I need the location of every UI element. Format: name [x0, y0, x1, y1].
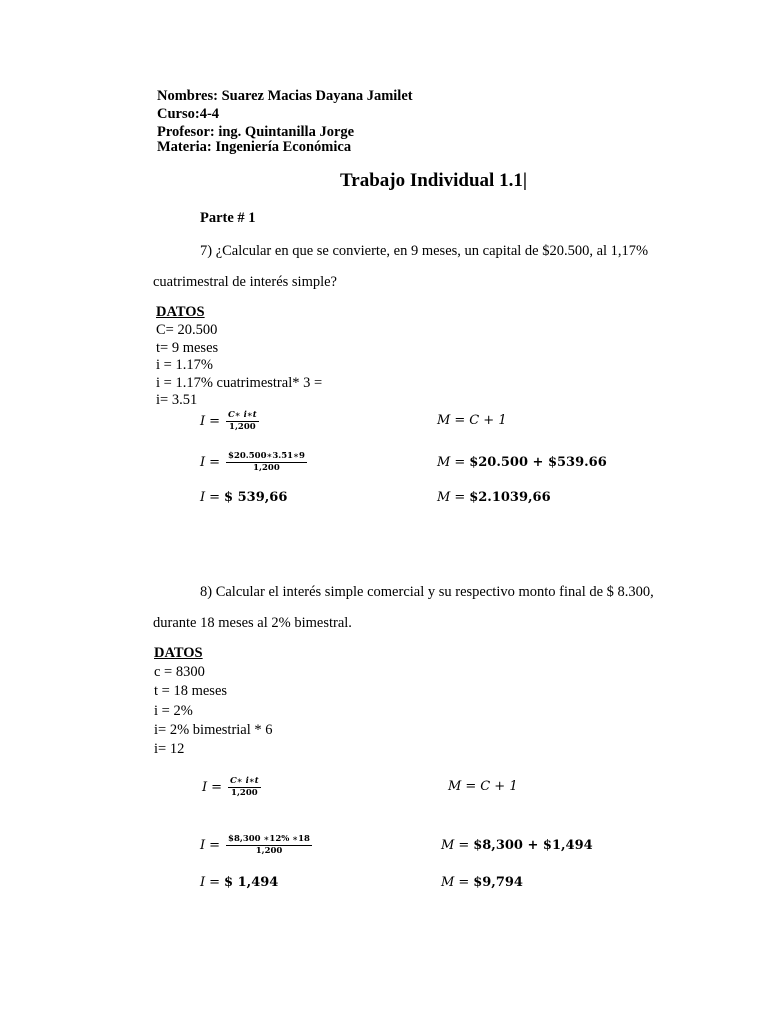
formula-variable: I — [200, 490, 206, 505]
student-name: Nombres: Suarez Macias Dayana Jamilet — [157, 88, 413, 104]
formula-variable: I — [200, 414, 206, 429]
problem-8-monto-result — [441, 875, 523, 890]
course-label: Curso:4-4 — [157, 106, 220, 122]
formula-value: C + 1 — [469, 413, 507, 428]
formula-equals: = — [209, 490, 221, 505]
formula-variable: I — [202, 780, 208, 795]
formula-variable: M — [441, 875, 455, 890]
problem-7-datos-item: t= 9 meses — [156, 340, 219, 356]
problem-7-question-line2: cuatrimestral de interés simple? — [153, 274, 337, 290]
problem-8-datos-item: i= 2% bimestrial * 6 — [154, 722, 273, 738]
formula-value: $8,300 + $1,494 — [473, 838, 593, 853]
professor-label: Profesor: ing. Quintanilla Jorge — [157, 124, 355, 140]
fraction-denominator: 1,200 — [255, 846, 283, 856]
page-title: Trabajo Individual 1.1| — [340, 170, 528, 191]
formula-equals: = — [209, 838, 221, 853]
problem-7-monto-result — [437, 490, 551, 505]
fraction-denominator: 1,200 — [231, 788, 258, 798]
formula-equals: = — [209, 414, 221, 429]
formula-variable: I — [200, 838, 206, 853]
formula-fraction — [226, 451, 307, 474]
problem-8-formula-result — [200, 875, 278, 890]
formula-equals: = — [211, 780, 223, 795]
formula-variable: I — [200, 455, 206, 470]
formula-value: $ 539,66 — [224, 490, 288, 505]
problem-7-datos-item: i = 1.17% — [156, 357, 213, 373]
problem-8-formula-substituted — [200, 834, 312, 857]
formula-equals: = — [458, 838, 470, 853]
fraction-numerator: C∗ i∗t — [228, 410, 257, 420]
problem-7-datos-item: C= 20.500 — [156, 322, 218, 338]
problem-7-datos-item: i= 3.51 — [156, 392, 198, 408]
problem-8-formula-interest — [202, 776, 261, 799]
section-heading: Parte # 1 — [200, 210, 256, 226]
formula-equals: = — [465, 779, 477, 794]
fraction-numerator: $8,300 ∗12% ∗18 — [228, 834, 310, 844]
formula-variable: M — [437, 455, 451, 470]
formula-value: $2.1039,66 — [469, 490, 551, 505]
fraction-denominator: 1,200 — [229, 422, 256, 432]
problem-8-datos-item: t = 18 meses — [154, 683, 228, 699]
problem-8-datos-item: i= 12 — [154, 741, 185, 757]
formula-variable: M — [441, 838, 455, 853]
problem-7-formula-result — [200, 490, 287, 505]
formula-value: C + 1 — [480, 779, 518, 794]
problem-8-monto-formula — [448, 779, 518, 794]
fraction-denominator: 1,200 — [253, 463, 280, 473]
problem-7-datos-label: DATOS — [156, 304, 205, 320]
problem-7-formula-interest — [200, 410, 259, 433]
formula-fraction — [228, 776, 261, 799]
problem-8-datos-item: i = 2% — [154, 703, 193, 719]
formula-variable: I — [200, 875, 206, 890]
problem-8-question-line2: durante 18 meses al 2% bimestral. — [153, 615, 352, 631]
problem-8-datos-item: c = 8300 — [154, 664, 205, 680]
formula-fraction — [226, 834, 312, 857]
formula-equals: = — [209, 455, 221, 470]
problem-8-monto-substituted — [441, 838, 593, 853]
problem-7-monto-substituted — [437, 455, 607, 470]
problem-8-question-line1: 8) Calcular el interés simple comercial y su respectivo monto final de $ 8.300, — [200, 584, 654, 600]
problem-7-monto-formula — [437, 413, 507, 428]
formula-value: $9,794 — [473, 875, 523, 890]
subject-label: Materia: Ingeniería Económica — [157, 139, 352, 155]
formula-equals: = — [458, 875, 470, 890]
fraction-numerator: C∗ i∗t — [230, 776, 259, 786]
formula-fraction — [226, 410, 259, 433]
formula-equals: = — [454, 413, 466, 428]
formula-equals: = — [454, 455, 466, 470]
formula-variable: M — [448, 779, 462, 794]
problem-7-formula-substituted — [200, 451, 307, 474]
formula-value: $20.500 + $539.66 — [469, 455, 607, 470]
formula-equals: = — [209, 875, 221, 890]
problem-7-datos-item: i = 1.17% cuatrimestral* 3 = — [156, 375, 323, 391]
formula-value: $ 1,494 — [224, 875, 279, 890]
fraction-numerator: $20.500∗3.51∗9 — [228, 451, 305, 461]
formula-variable: M — [437, 413, 451, 428]
problem-7-question-line1: 7) ¿Calcular en que se convierte, en 9 meses, un capital de $20.500, al 1,17% — [200, 243, 649, 259]
formula-equals: = — [454, 490, 466, 505]
formula-variable: M — [437, 490, 451, 505]
problem-8-datos-label: DATOS — [154, 645, 203, 661]
